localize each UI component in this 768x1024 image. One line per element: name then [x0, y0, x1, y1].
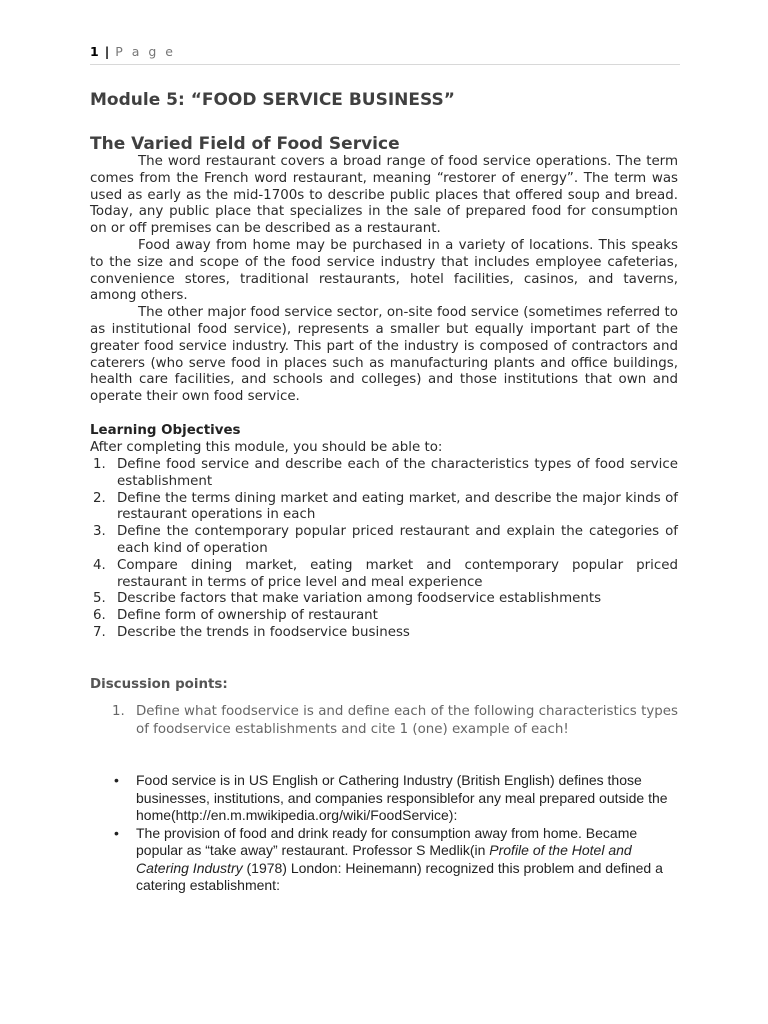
item-text: Define form of ownership of restaurant — [117, 608, 378, 624]
section-title: The Varied Field of Food Service — [90, 134, 400, 154]
header-separator: | — [104, 44, 110, 59]
bullet-icon: • — [114, 824, 119, 841]
list-item — [90, 558, 678, 592]
learning-objectives-heading: Learning Objectives — [90, 423, 241, 438]
paragraph: The word restaurant covers a broad range of food service operations. The term comes from the French word restaurant, meaning “restorer of energy”. The term was used as early as the mid-1700s to describe public places that offered soup and bread. Today, any public place that specializes in the sale of prepared food for consumption on or off premises can be described as a restaurant. — [90, 154, 678, 237]
list-item — [90, 491, 678, 525]
list-item — [90, 772, 680, 825]
discussion-list — [90, 703, 678, 739]
item-number: 6. — [93, 608, 106, 624]
item-text: (1978) London: Heinemann) recognized this problem and defined a catering establishment: — [136, 859, 663, 893]
discussion-heading: Discussion points: — [90, 677, 228, 692]
item-text: Compare dining market, eating market and contemporary popular priced restaurant in terms of price level and meal experience — [117, 557, 678, 590]
module-title: Module 5: “FOOD SERVICE BUSINESS” — [90, 90, 455, 110]
item-number: 5. — [93, 591, 106, 607]
learning-objectives-list — [90, 457, 678, 642]
item-number: 1. — [112, 704, 125, 719]
book-title: Profile of the Hotel and Catering Industry — [136, 842, 632, 876]
item-text: The provision of food and drink ready for consumption away from home. Became popular as “take away” restaurant. Professor S Medlik(in — [136, 824, 638, 858]
item-number: 2. — [93, 490, 106, 506]
list-item — [90, 457, 678, 491]
paragraph: The other major food service sector, on-site food service (sometimes referred to as institutional food service), represents a smaller but equally important part of the greater food service industry. This part of the industry is composed of contractors and caterers (who serve food in places such as manufacturing plants and office buildings, health care facilities, and schools and colleges) and those institutions that own and operate their own food service. — [90, 305, 678, 405]
list-item — [90, 591, 678, 608]
item-text: Describe factors that make variation among foodservice establishments — [117, 591, 602, 607]
bullet-list — [90, 772, 680, 895]
item-number: 1. — [93, 457, 106, 472]
item-number: 4. — [93, 557, 106, 573]
list-item — [90, 825, 680, 895]
learning-objectives-intro: After completing this module, you should be able to: — [90, 440, 443, 455]
list-item — [90, 625, 678, 642]
item-text: Define what foodservice is and define each of the following characteristics types of foodservice establishments and cite 1 (one) example of each! — [136, 704, 678, 737]
item-text: Define the contemporary popular priced restaurant and explain the categories of each kind of operation — [117, 524, 678, 556]
list-item — [90, 524, 678, 558]
page-label: P a g e — [115, 44, 176, 59]
page-header — [90, 44, 680, 65]
item-number: 7. — [93, 624, 106, 640]
item-text: Define food service and describe each of the characteristics types of food service establishment — [117, 457, 678, 489]
item-text: Describe the trends in foodservice business — [117, 624, 410, 640]
list-item — [90, 608, 678, 625]
list-item — [90, 703, 678, 739]
bullet-icon: • — [114, 772, 119, 788]
body-text — [90, 154, 678, 406]
item-number: 3. — [93, 524, 106, 540]
page-number: 1 — [90, 44, 99, 59]
item-text: Food service is in US English or Cathering Industry (British English) defines those businesses, institutions, and companies responsiblefor any meal prepared outside the home(http://en.m.mwikipedia.org/wiki/FoodService): — [136, 772, 668, 823]
item-text: Define the terms dining market and eating market, and describe the major kinds of restaurant operations in each — [117, 490, 678, 523]
paragraph: Food away from home may be purchased in a variety of locations. This speaks to the size and scope of the food service industry that includes employee cafeterias, convenience stores, traditional restaurants, hotel facilities, casinos, and taverns, among others. — [90, 237, 678, 304]
